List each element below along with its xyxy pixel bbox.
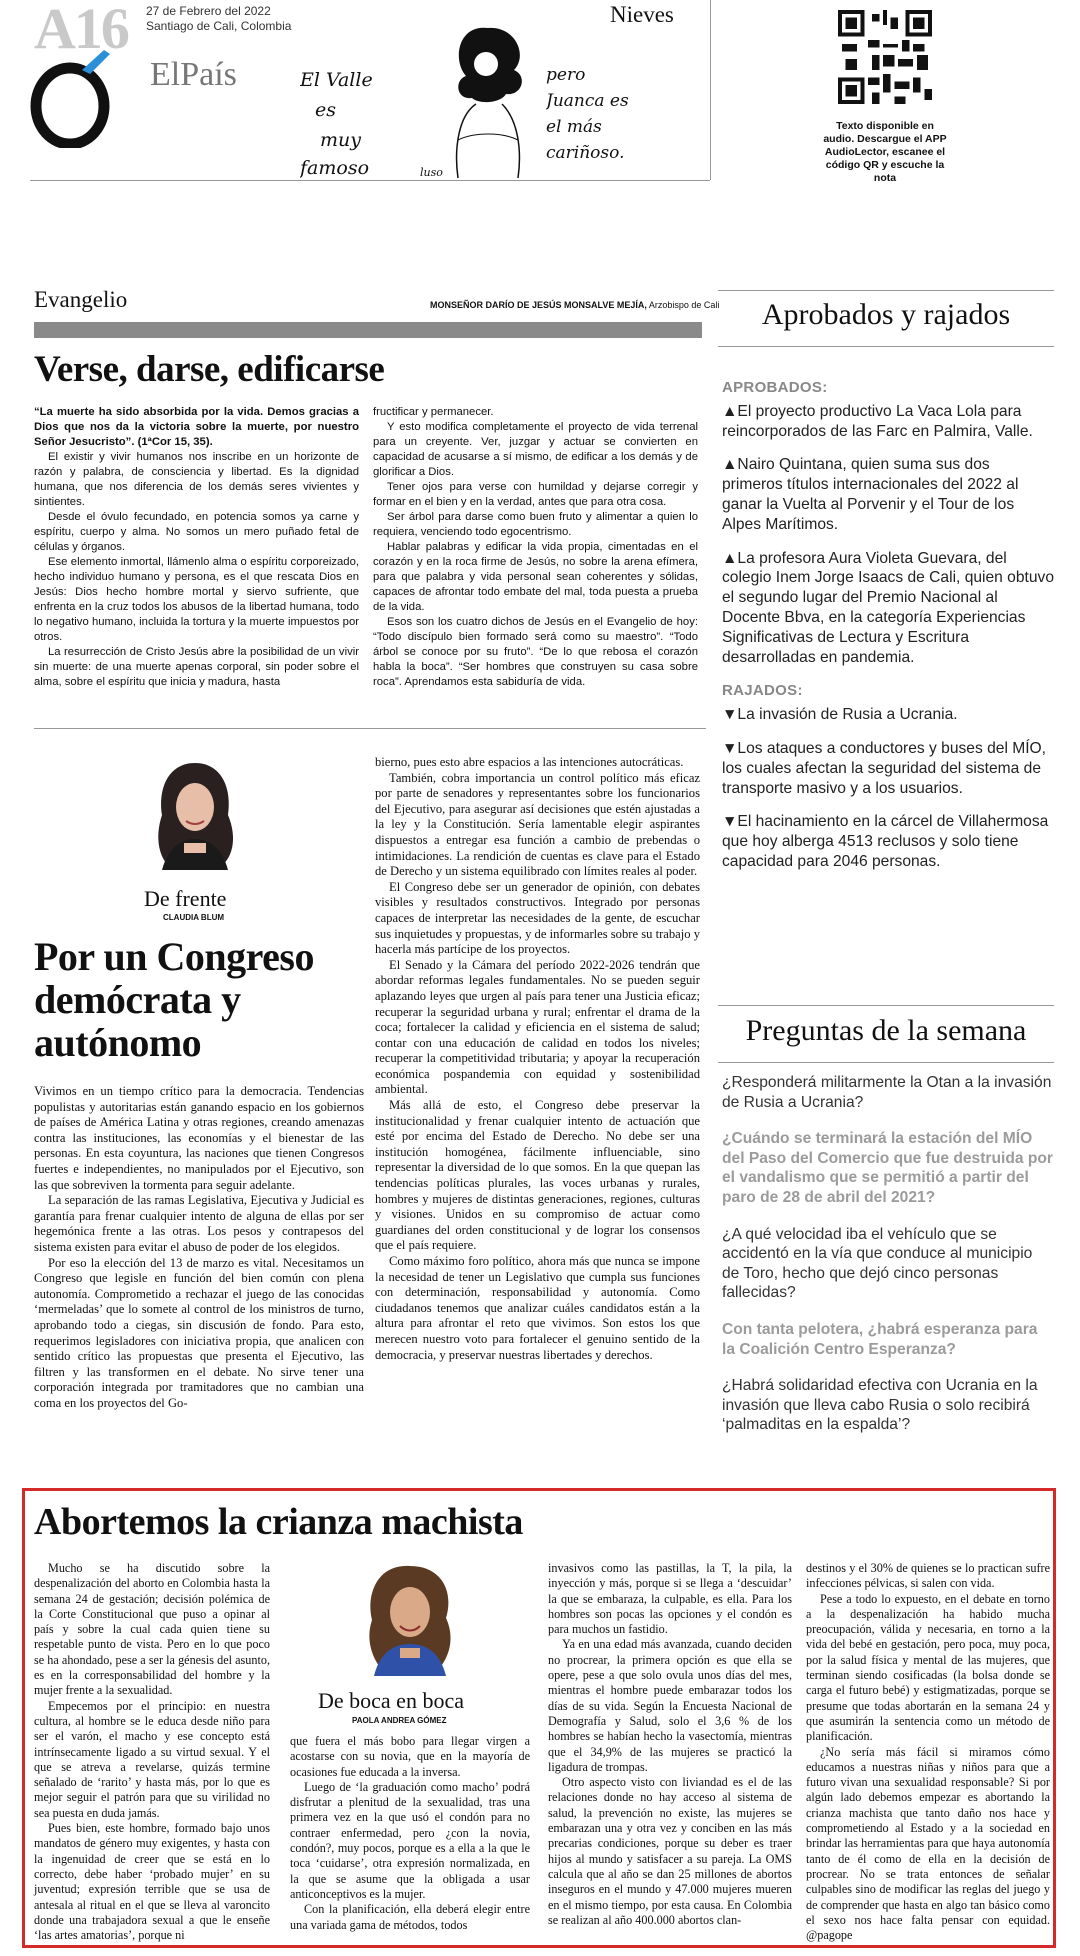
comic-title: Nieves <box>610 2 674 27</box>
question-item: Con tanta pelotera, ¿habrá esperanza para la Coalición Centro Esperanza? <box>722 1320 1038 1358</box>
qr-instructions: Texto disponible en audio. Descargue el APP AudioLector, escanee el código QR y escuche la nota <box>823 120 947 184</box>
svg-text:es: es <box>315 99 336 121</box>
paragraph: destinos y el 30% de quienes se lo practican sufre infecciones pélvicas, si salen con vida. <box>806 1561 1050 1591</box>
paragraph: Hablar palabras y edificar la vida propia, cimentadas en el corazón y en la roca firme de Jesús, no sobre la arena efímera, para que palabra y vida personal sean coherentes y sólidas, capaces de afrontar todo embate del mal, toda puesta a prueba de la vida. <box>373 541 698 613</box>
section-label-de-boca-en-boca: De boca en boca <box>318 1688 464 1713</box>
paragraph: Ya en una edad más avanzada, cuando deciden no procrear, la primera opción es que ella se opere, pese a que solo ovula unos días del mes, mientras el hombre puede embarazar todos los días de su vida. Según la Encuesta Nacional de Demografía y Salud, solo el 3,6 % de los hombres se habían hecho la vasectomía, mientras que el 34,9% de las mujeres se practicó la ligadura de trompas. <box>548 1637 792 1774</box>
abortemos-column-3 <box>548 1561 792 1928</box>
list-item: ▼La invasión de Rusia a Ucrania. <box>722 706 958 724</box>
sidebar-rule <box>718 290 1054 291</box>
article-title-congreso: Por un Congreso demócrata y autónomo <box>34 934 314 1065</box>
svg-text:pero: pero <box>546 65 586 85</box>
svg-text:muy: muy <box>320 129 361 151</box>
section-bar <box>34 322 702 338</box>
paragraph: Desde el óvulo fecundado, en potencia somos ya carne y espíritu, cuerpo y alma. No somos un mero puñado fetal de células y órganos. <box>34 511 359 553</box>
rejected-label: RAJADOS: <box>722 682 803 700</box>
question-item: ¿A qué velocidad iba el vehículo que se accidentó en la vía que conduce al municipio de Toro, hecho que dejó cinco personas fallecidas? <box>722 1225 1033 1302</box>
article-title-evangelio: Verse, darse, edificarse <box>34 349 385 390</box>
evangelio-author <box>430 300 719 310</box>
paragraph: El existir y vivir humanos nos inscribe en un horizonte de razón y palabra, de consciencia y libertad. Es la dignidad humana, que nos diferencia de los demás seres vivientes y sintientes. <box>34 451 359 508</box>
sidebar-rule <box>718 1062 1054 1063</box>
paragraph: La separación de las ramas Legislativa, Ejecutiva y Judicial es garantía para frenar cualquier intento de alguna de ellas por ser hegemónica frente a las otras. Los pesos y contrapesos del sistema existen para evitar el abuso de poder de los elegidos. <box>34 1193 364 1254</box>
list-item: ▲El proyecto productivo La Vaca Lola para reincorporados de las Farc en Palmira, Valle. <box>722 402 1033 440</box>
comic-figure <box>418 20 558 180</box>
comic-signature: luso <box>420 166 443 179</box>
author-name: MONSEÑOR DARÍO DE JESÚS MONSALVE MEJÍA, <box>430 300 647 310</box>
el-pais-logo-mark <box>30 48 116 148</box>
section-label-de-frente: De frente <box>144 886 227 911</box>
sidebar-title-preguntas: Preguntas de la semana <box>745 1014 1027 1047</box>
evangelio-column-1 <box>34 405 359 690</box>
paragraph: Otro aspecto visto con liviandad es el de las relaciones donde no hay acceso al sistema de salud, la prevención no existe, las mujeres se embarazan una y otra vez y conciben en las más precarias condiciones, porque su deber es traer hijos al mundo y satisfacer a su pareja. La OMS calcula que al año se dan 25 millones de abortos inseguros en el mundo y 47.000 mujeres mueren en el mismo tiempo, por esta causa. En Colombia se realizan al año 400.000 abortos clan- <box>548 1775 792 1927</box>
header-vertical-rule <box>710 0 711 180</box>
list-item: ▼El hacinamiento en la cárcel de Villahermosa que hoy alberga 4513 reclusos y solo tiene capacidad para 2046 personas. <box>722 813 1049 870</box>
question-item: ¿Responderá militarmente la Otan a la invasión de Rusia a Ucrania? <box>722 1074 1052 1111</box>
evangelio-lead: “La muerte ha sido absorbida por la vida. Demos gracias a Dios que nos da la victoria sobre la muerte, por nuestro Señor Jesucristo”. (1ªCor 15, 35). <box>34 406 359 448</box>
paragraph: Como máximo foro político, ahora más que nunca se impone la necesidad de tener un Legislativo que cumpla sus funciones con determinación, responsabilidad y autonomía. Como ciudadanos tenemos que analizar cuáles candidatos están a la altura para afrontar el reto que vivimos. Son estos los que merecen nuestro voto para fortalecer el genuino sentido de la democracia, y preservar nuestras libertades y derechos. <box>375 1254 700 1362</box>
preguntas-list <box>722 1073 1054 1452</box>
paragraph: Más allá de esto, el Congreso debe preservar la institucionalidad y frenar cualquier intento de actuación que esté por encima del Estado de Derecho. No debe ser una institución homogénea, fácilmente influenciable, sino representar la diversidad de lo que somos. En la que quepan las tendencias políticas plurales, las voces urbanas y rurales, hombres y mujeres de distintas generaciones, regiones, culturas y visiones. Unidos en su compromiso de actuar como guardianes del orden constitucional y de lograr los consensos que el país requiere. <box>375 1098 700 1253</box>
abortemos-column-1 <box>34 1561 270 1943</box>
paragraph: bierno, pues esto abre espacios a las intenciones autocráticas. <box>375 755 684 769</box>
paragraph: Por eso la elección del 13 de marzo es vital. Necesitamos un Congreso que legisle en función del bien común con plena autonomía. Comprometido a rechazar el juego de las conocidas ‘mermeladas’ que lo somete al control de los ministros de turno, aprobando todo a ciegas, sin discusión de fondo. Para esto, requerimos legisladores con iniciativa propia, que analicen con sentido crítico las propuestas que presenta el Ejecutivo, las filtren y las transformen en el debate. No sirve tener una corporación integrada por tramitadores que no cambian una coma en los proyectos del Go- <box>34 1255 364 1410</box>
header-rule <box>30 180 710 181</box>
el-pais-logo-text: ElPaís <box>150 56 237 93</box>
comic-right-text <box>546 60 696 185</box>
paragraph: Empecemos por el principio: en nuestra cultura, al hombre se le educa desde niño para ser el varón, el macho y ese concepto está intrínsecamente ligado a su virtud sexual. Y el que se atreva a revelarse, quizás termine señalado de ‘rarito’ y hasta más, por lo que es mejor seguir el patrón para que su virilidad no sea puesta en duda jamás. <box>34 1698 270 1820</box>
author-role: Arzobispo de Cali <box>646 300 720 310</box>
paragraph: Tener ojos para verse con humildad y dejarse corregir y formar en el bien y en la verdad, antes que para otra cosa. <box>373 481 698 508</box>
evangelio-column-2 <box>373 405 698 690</box>
svg-text:El Valle: El Valle <box>300 69 373 91</box>
section-divider <box>34 728 706 729</box>
question-item: ¿Cuándo se terminará la estación del MÍO del Paso del Comercio que fue destruida por el vandalismo que se permitió a partir del paro de 28 de abril del 2021? <box>722 1130 1054 1206</box>
list-item: ▼Los ataques a conductores y buses del MÍO, los cuales afectan la seguridad del sistema de transporte masivo y a los usuarios. <box>722 739 1047 797</box>
paragraph: fructificar y permanecer. <box>373 406 494 418</box>
paragraph: invasivos como las pastillas, la T, la pila, la inyección y más, porque si se llega a ‘descuidar’ la que se embaraza, la culpable, es ella. Para los hombres son pocas las opciones y el condón es para muchos un fastidio. <box>548 1561 792 1637</box>
paragraph: Mucho se ha discutido sobre la despenalización del aborto en Colombia hasta la semana 24 de gestación; decisión polémica de la Corte Constitucional que puso a opinar al país y sobre la cual cada quien tiene su respetable punto de vista. Pero en lo que poco se ha ahondado, pese a ser la génesis del asunto, es en la corresponsabilidad del hombre y la mujer frente a la sexualidad. <box>34 1561 270 1698</box>
svg-text:Juanca es: Juanca es <box>546 91 629 111</box>
comic-left-text <box>300 60 420 185</box>
article-title-abortemos: Abortemos la crianza machista <box>34 1501 523 1543</box>
author-name: PAOLA ANDREA GÓMEZ <box>352 1716 447 1725</box>
paragraph: La resurrección de Cristo Jesús abre la posibilidad de un vivir sin muerte: de una muerte apenas corporal, sin poder sobre el alma, sobre el espíritu que inicia y madura, hasta <box>34 646 359 688</box>
abortemos-column-2 <box>290 1734 530 1933</box>
comic-handwriting-left <box>300 60 430 180</box>
sidebar-title-aprobados: Aprobados y rajados <box>761 298 1011 331</box>
question-item: ¿Habrá solidaridad efectiva con Ucrania en la invasión que lleva cabo Rusia o solo recibirá ‘palmaditas en la espalda’? <box>722 1377 1038 1434</box>
sidebar-rule <box>718 1005 1054 1006</box>
svg-text:famoso: famoso <box>300 157 370 179</box>
aprobados-list <box>722 378 1054 886</box>
abortemos-column-4 <box>806 1561 1050 1943</box>
paragraph: Ser árbol para darse como buen fruto y alimentar a quien lo requiera, venciendo todo egocentrismo. <box>373 511 698 538</box>
page-number: A16 <box>34 0 128 61</box>
svg-text:el más: el más <box>546 117 602 137</box>
qr-code[interactable] <box>838 10 932 104</box>
section-label-evangelio: Evangelio <box>34 287 128 312</box>
date-line: 27 de Febrero del 2022 Santiago de Cali, Colombia <box>146 4 292 33</box>
paragraph: que fuera el más bobo para llegar virgen a acostarse con su novia, que en la mayoría de ocasiones fue educada a la inversa. <box>290 1734 530 1779</box>
congreso-column-2 <box>375 755 700 1363</box>
approved-label: APROBADOS: <box>722 379 828 396</box>
paragraph: Con la planificación, ella deberá elegir entre una variada gama de métodos, todos <box>290 1902 530 1932</box>
author-photo-claudia-blum <box>140 755 250 870</box>
paragraph: Vivimos en un tiempo crítico para la democracia. Tendencias populistas y autoritarias están ganando espacio en los gobiernos de países de América Latina y otras regiones, creando amenazas contra las instituciones, las economías y el bienestar de las personas. En esta coyuntura, las naciones que tienen Congresos fuertes e independientes, no manipulados por el Ejecutivo, son las que sobreviven la tormenta para seguir adelante. <box>34 1084 364 1192</box>
author-photo-paola-gomez <box>354 1560 466 1676</box>
paragraph: Esos son los cuatro dichos de Jesús en el Evangelio de hoy: “Todo discípulo bien formado será como su maestro”. “Todo árbol se conoce por su fruto”. “De lo que rebosa el corazón habla la boca”. “Ser hombres que construyen su casa sobre roca”. Aprendamos esta sabiduría de vida. <box>373 616 698 688</box>
sidebar-rule <box>718 346 1054 347</box>
paragraph: Pues bien, este hombre, formado bajo unos mandatos de género muy exigentes, y hasta con la ingenuidad de creer que se está en lo correcto, debe haber ‘probado mujer’ en su juventud; expresión terrible que se usa de antesala al ritual en el que se lleva al varoncito donde una trabajadora sexual a que le enseñe ‘las artes amatorias’, porque ni <box>34 1821 270 1943</box>
congreso-column-1 <box>34 1084 364 1411</box>
paragraph: El Senado y la Cámara del período 2022-2026 tendrán que abordar reformas legales fundamentales. No se pueden seguir aplazando leyes que urgen al país para tener una Justicia eficaz; recuperar la seguridad urbana y rural; enfrentar el drama de la coca; fortalecer la calidad y eficiencia en el sistema de salud; contar con una educación de calidad en todos los niveles; recuperar la competitividad tributaria; y apoyar la recuperación económica pospandemia con equidad y sostenibilidad ambiental. <box>375 957 700 1097</box>
paragraph: Y esto modifica completamente el proyecto de vida terrenal para un creyente. Ver, juzgar y actuar se convierten en capacidad de acusarse a sí mismo, de edificar a los demás y de glorificar a Dios. <box>373 421 698 478</box>
comic-handwriting-right <box>546 60 696 180</box>
list-item: ▲La profesora Aura Violeta Guevara, del colegio Inem Jorge Isaacs de Cali, quien obtuvo el segundo lugar del Premio Nacional al Docente Bbva, en la categoría Experiencias Significativas de Lectura y Escritura desarrolladas en pandemia. <box>722 549 1054 666</box>
svg-text:cariñoso.: cariñoso. <box>546 143 625 163</box>
paragraph: Ese elemento inmortal, llámenlo alma o espíritu corporeizado, hecho individuo humano y persona, es el que rescata Dios en Jesús: Dios hecho hombre mortal y siervo sufriente, que enfrenta en la cruz todos los abusos de la libertad humana, todo lo negativo humano, incluida la tortura y la muerte impuestos por otros. <box>34 556 359 643</box>
list-item: ▲Nairo Quintana, quien suma sus dos primeros títulos internacionales del 2022 al ganar la Vuelta al Porvenir y el Tour de los Alpes Marítimos. <box>722 456 1019 533</box>
author-name: CLAUDIA BLUM <box>163 913 225 922</box>
paragraph: También, cobra importancia un control político más eficaz por parte de senadores y representantes sobre los funcionarios del Ejecutivo, para asegurar así decisiones que estén ajustadas a la ley y la Constitución. Sería lamentable elegir aspirantes dispuestos a entregar esa función a cambio de prebendas o intimidaciones. La rendición de cuentas es clave para el Estado de Derecho y un sistema equilibrado con límites reales al poder. <box>375 770 700 879</box>
paragraph: El Congreso debe ser un generador de opinión, con debates visibles y resultados constructivos. Integrado por personas capaces de interpretar las necesidades de la gente, de escuchar sus inquietudes y propuestas, y de informarles sobre su trabajo y hacerla más partícipe de los proyectos. <box>375 879 700 957</box>
paragraph: Pese a todo lo expuesto, en el debate en torno a la despenalización ha habido mucha preocupación, válida y necesaria, en torno a la vida del bebé en gestación, pero poca, muy poca, por la salud física y mental de las mujeres, que terminan siendo cosificadas (la bolsa donde se carga el futuro bebé) y estigmatizadas, porque se presume que todas abortarán en la semana 24 y que asumirán la sentencia como un método de planificación. <box>806 1591 1050 1744</box>
paragraph: Luego de ‘la graduación como macho’ podrá disfrutar a plenitud de la sexualidad, tras una primera vez en la que usó el condón para no contraer enfermedad, pero ¿con la novia, condón?, muy pocos, porque es a ella a la que le toca ‘cuidarse’, otra expresión normalizada, en la que se asume que la obligada a usar anticonceptivos es la mujer. <box>290 1779 530 1901</box>
paragraph: ¿No sería más fácil si miramos cómo educamos a nuestras niñas y niños para que a futuro vivan una sexualidad responsable? Si por algún lado debemos empezar es abortando la crianza machista que tanto daño nos hace y comprometiendo al Estado y a la sociedad en brindar las herramientas para que haya autonomía tanto de él como de ella en la decisión de procrear. No se trata entonces de señalar culpables sino de modificar las reglas del juego y de comprender que hasta en algo tan básico como el sexo nos hace falta pensar con equidad. @pagope <box>806 1744 1050 1943</box>
